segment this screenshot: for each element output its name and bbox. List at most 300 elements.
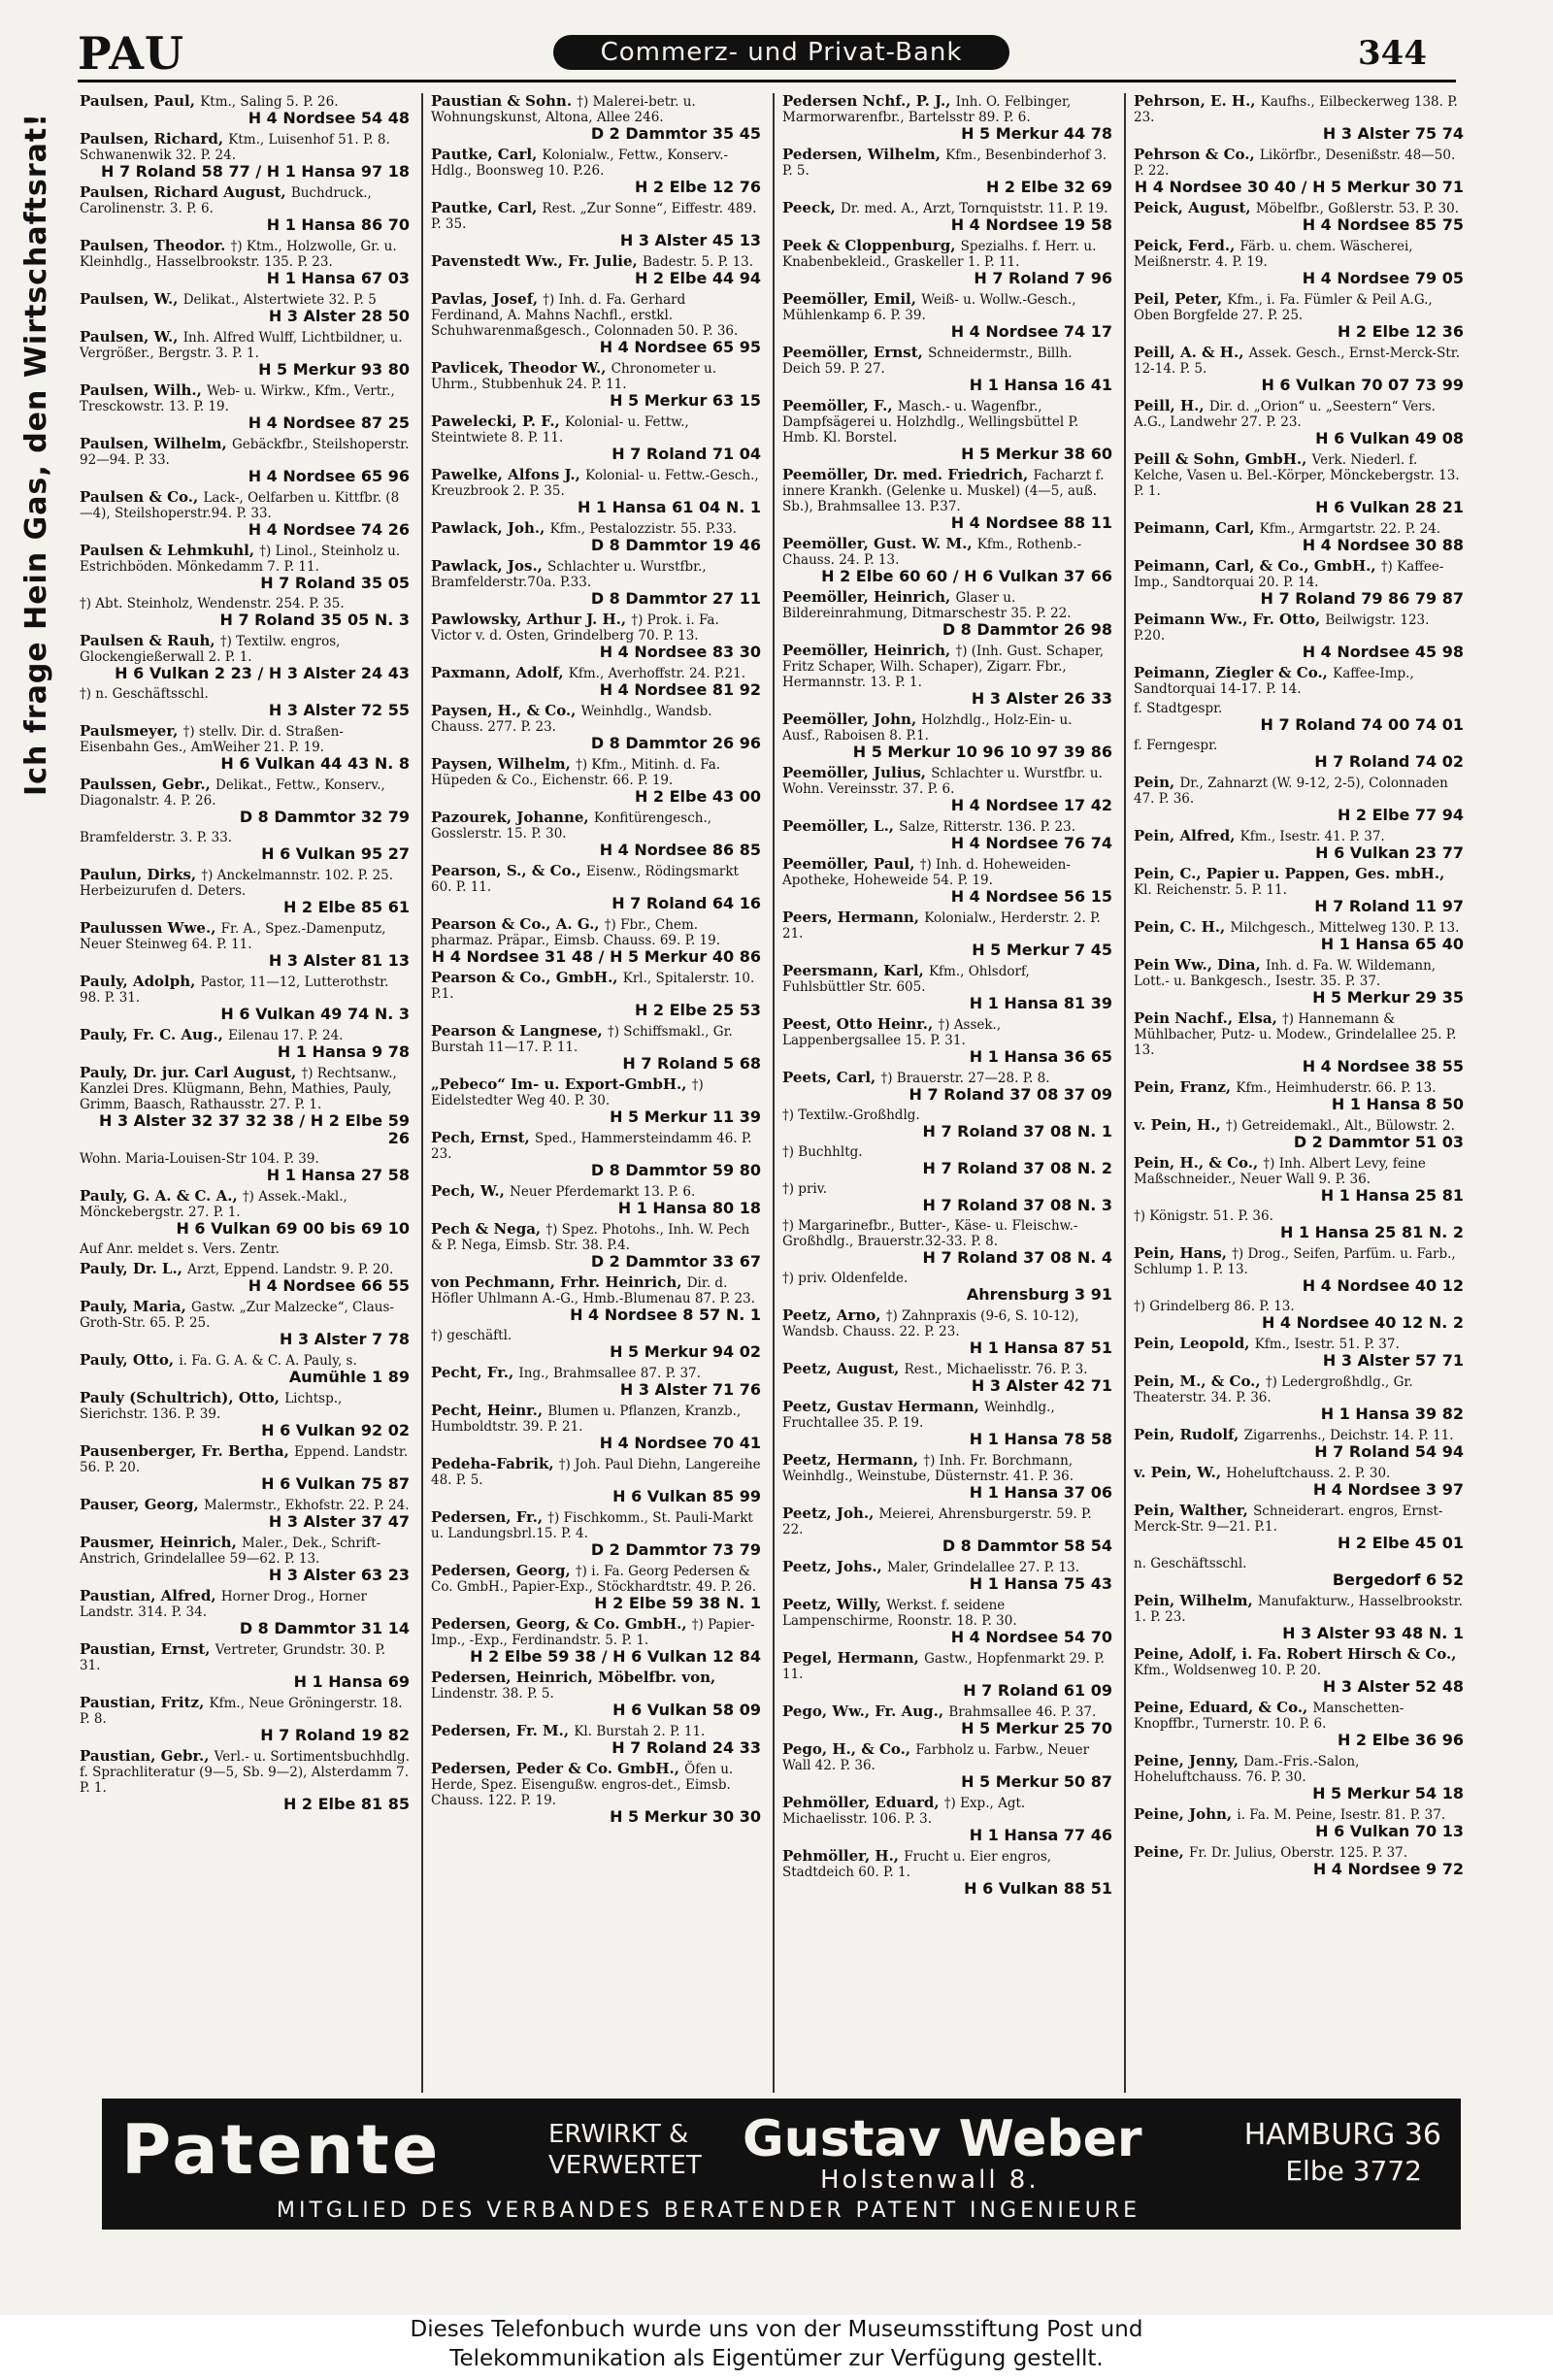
entry-phone: H 2 Elbe 85 61 — [282, 898, 410, 916]
entry-details: Lindenstr. 38. P. 5. — [431, 1686, 554, 1702]
directory-entry — [782, 711, 1112, 761]
entry-details: Eppend. Landstr. 56. P. 20. — [80, 1444, 409, 1475]
directory-entry — [80, 1027, 410, 1061]
entry-name: Pawlowsky, Arthur J. H., — [431, 611, 632, 628]
entry-name: Pego, H., & Co., — [782, 1740, 916, 1758]
directory-entry — [1134, 738, 1464, 771]
entry-name: Paulsen, Wilh., — [80, 381, 208, 399]
entry-name: Pearson & Co., GmbH., — [431, 969, 623, 986]
directory-entry — [782, 765, 1112, 814]
entry-name: Peil, Peter, — [1134, 290, 1228, 308]
entry-phone: H 1 Hansa 16 41 — [969, 376, 1112, 394]
entry-name: Peill, A. & H., — [1134, 344, 1249, 361]
entry-details: Eilenau 17. P. 24. — [228, 1028, 344, 1043]
directory-entry — [1134, 701, 1464, 734]
entry-name: Peers, Hermann, — [782, 909, 925, 926]
entry-name: Pavlicek, Theodor W., — [431, 359, 611, 377]
directory-entry — [782, 589, 1112, 639]
entry-name: Pavenstedt Ww., Fr. Julie, — [431, 252, 643, 270]
entry-phone: D 2 Dammtor 33 67 — [590, 1252, 761, 1271]
directory-entry — [782, 1307, 1112, 1357]
entry-name: Paysen, Wilhelm, — [431, 755, 577, 773]
directory-entry — [431, 467, 761, 516]
directory-entry — [782, 1650, 1112, 1700]
entry-details: Wohn. Maria-Louisen-Str 104. P. 39. — [80, 1151, 319, 1167]
entry-details: Milchgesch., Mittelweg 130. P. 13. — [1230, 920, 1460, 936]
directory-entry — [1134, 828, 1464, 862]
entry-details: Kfm., Neue Gröningerstr. 18. P. 8. — [80, 1696, 403, 1727]
directory-entry — [80, 686, 410, 719]
entry-details: Maler, Grindelallee 27. P. 13. — [886, 1560, 1080, 1575]
entry-phone: H 7 Roland 74 02 — [1314, 752, 1464, 771]
directory-entry — [1134, 1299, 1464, 1332]
directory-entry — [431, 1669, 761, 1719]
entry-name: Pauly (Schultrich), Otto, — [80, 1389, 285, 1406]
entry-name: Pein, Rudolf, — [1134, 1426, 1244, 1443]
entry-details: †) Joh. Paul Diehn, Langereihe 48. P. 5. — [431, 1457, 761, 1488]
entry-details: †) Schiffsmakl., Gr. Burstah 11—17. P. 11. — [431, 1024, 733, 1055]
directory-entry — [782, 291, 1112, 341]
entry-phone: H 5 Merkur 29 35 — [1312, 988, 1464, 1007]
directory-entry — [782, 909, 1112, 959]
entry-details: Bramfelderstr. 3. P. 33. — [80, 830, 233, 845]
entry-phone: H 1 Hansa 61 04 N. 1 — [578, 498, 761, 516]
entry-details: †) priv. Oldenfelde. — [782, 1271, 909, 1286]
entry-phone: H 5 Merkur 10 96 10 97 39 86 — [852, 743, 1112, 761]
directory-entry — [80, 543, 410, 592]
entry-phone: H 3 Alster 93 48 N. 1 — [1282, 1624, 1464, 1642]
directory-entry — [431, 1616, 761, 1666]
entry-phone: H 4 Nordsee 38 55 — [1302, 1057, 1464, 1075]
entry-name: Pein, Wilhelm, — [1134, 1592, 1258, 1609]
entry-name: Peimann, Ziegler & Co., — [1134, 664, 1334, 681]
entry-details: Facharzt f. innere Krankh. (Gelenke u. Muskel) (4—5, auß. Sb.), Brahmsallee 13. P.37. — [782, 468, 1105, 514]
entry-name: v. Pein, W., — [1134, 1464, 1227, 1481]
entry-details: †) Kfm., Mitinh. d. Fa. Hüpeden & Co., Eichenstr. 66. P. 19. — [431, 757, 721, 788]
directory-entry — [431, 558, 761, 608]
entry-name: Pedeha-Fabrik, — [431, 1455, 559, 1472]
entry-phone: H 6 Vulkan 75 87 — [261, 1474, 410, 1493]
entry-details: †) Fischkomm., St. Pauli-Markt u. Landungsbrl.15. P. 4. — [431, 1510, 753, 1541]
entry-phone: H 1 Hansa 75 43 — [969, 1574, 1112, 1593]
directory-entry — [431, 703, 761, 752]
entry-phone: H 2 Elbe 59 38 N. 1 — [594, 1594, 761, 1612]
entry-name: Pehrson, E. H., — [1134, 93, 1261, 110]
entry-phone: H 7 Roland 71 04 — [611, 445, 761, 463]
entry-details: †) Textilw.-Großhdlg. — [782, 1107, 920, 1123]
directory-entry — [782, 1271, 1112, 1304]
entry-name: Pego, Ww., Fr. Aug., — [782, 1702, 949, 1720]
entry-phone: H 7 Roland 11 97 — [1314, 897, 1464, 915]
directory-entry — [1134, 520, 1464, 554]
entry-details: Kfm., Pestalozzistr. 55. P.33. — [549, 521, 737, 537]
directory-entry — [1134, 1427, 1464, 1461]
entry-details: Farbholz u. Farbw., Neuer Wall 42. P. 36. — [782, 1742, 1090, 1773]
entry-phone: D 2 Dammtor 73 79 — [590, 1540, 761, 1559]
entry-phone: H 3 Alster 81 13 — [268, 951, 410, 970]
entry-name: Pauly, Otto, — [80, 1351, 180, 1369]
directory-entry — [80, 1390, 410, 1439]
entry-phone: H 5 Merkur 93 80 — [258, 360, 410, 379]
entry-phone: H 6 Vulkan 44 43 N. 8 — [220, 754, 410, 773]
entry-name: Paulsen & Co., — [80, 488, 204, 506]
entry-details: Inh. Alfred Wulff, Lichtbildner, u. Vergrößer., Bergstr. 3. P. 1. — [80, 330, 403, 361]
directory-entry — [431, 863, 761, 912]
entry-details: Arzt, Eppend. Landstr. 9. P. 20. — [187, 1262, 394, 1277]
page-letters: PAU — [78, 27, 185, 80]
entry-details: †) (Inh. Gust. Schaper, Fritz Schaper, Wilh. Schaper), Zigarr. Fbr., Hermannstr. 13. P. 1. — [782, 644, 1105, 690]
entry-name: Pedersen, Fr., — [431, 1508, 548, 1526]
entry-name: Peetz, August, — [782, 1360, 905, 1377]
entry-phone: H 2 Elbe 12 36 — [1337, 322, 1464, 341]
entry-name: Peets, Carl, — [782, 1069, 881, 1086]
directory-entry — [431, 200, 761, 249]
directory-entry — [431, 1183, 761, 1217]
directory-entry — [431, 916, 761, 966]
entry-details: Beilwigstr. 123. P.20. — [1134, 612, 1430, 644]
entry-name: Pedersen, Fr. M., — [431, 1722, 575, 1739]
entry-phone: H 2 Elbe 32 69 — [985, 178, 1112, 196]
entry-details: Delikat., Fettw., Konserv., Diagonalstr. 4. P. 26. — [80, 777, 385, 809]
entry-details: Meierei, Ahrensburgerstr. 59. P. 22. — [782, 1506, 1092, 1537]
entry-name: Pedersen, Peder & Co. GmbH., — [431, 1760, 685, 1777]
entry-details: †) Inh. Albert Levy, feine Maßschneider., Neuer Wall 9. P. 36. — [1134, 1156, 1426, 1187]
column-3 — [782, 93, 1112, 2093]
entry-phone: H 6 Vulkan 92 02 — [261, 1421, 410, 1439]
directory-entry — [1134, 1556, 1464, 1589]
entry-name: Paulsen, Richard, — [80, 130, 229, 148]
entry-details: Kfm., i. Fa. Fümler & Peil A.G., Oben Borgfelde 27. P. 25. — [1134, 292, 1433, 323]
directory-entry — [782, 1597, 1112, 1646]
entry-details: Ktm., Saling 5. P. 26. — [200, 94, 339, 110]
entry-phone: H 4 Nordsee 88 11 — [950, 513, 1112, 532]
entry-name: Peemöller, Paul, — [782, 855, 920, 873]
entry-name: Pawlack, Jos., — [431, 557, 548, 575]
entry-details: Kfm., Armgartstr. 22. P. 24. — [1259, 521, 1441, 537]
entry-name: Pausenberger, Fr. Bertha, — [80, 1442, 295, 1460]
entry-name: Pauly, Dr. L., — [80, 1260, 188, 1277]
entry-name: Pein, Walther, — [1134, 1502, 1254, 1519]
entry-details: Kaffee-Imp., Sandtorquai 14-17. P. 14. — [1134, 666, 1414, 697]
entry-phone: H 4 Nordsee 74 17 — [950, 322, 1112, 341]
entry-details: Kolonial- u. Fettw., Steintwiete 8. P. 11. — [431, 414, 689, 446]
entry-details: n. Geschäftsschl. — [1134, 1556, 1247, 1571]
entry-name: Peimann Ww., Fr. Otto, — [1134, 611, 1326, 628]
entry-phone: H 4 Nordsee 66 55 — [248, 1276, 410, 1295]
entry-phone: H 3 Alster 71 76 — [619, 1380, 761, 1399]
entry-phone: H 7 Roland 37 08 37 09 — [909, 1085, 1112, 1104]
entry-name: Pausmer, Heinrich, — [80, 1534, 243, 1551]
entry-details: Verl.- u. Sortimentsbuchhdlg. f. Sprachliteratur (9—5, Sb. 9—2), Alsterdamm 7. P. 1. — [80, 1749, 410, 1796]
directory-entry — [782, 467, 1112, 532]
entry-details: Schneiderart. engros, Ernst-Merck-Str. 9—21. P.1. — [1134, 1504, 1443, 1535]
directory-entry — [1134, 1155, 1464, 1205]
entry-name: Paulsen, Richard August, — [80, 183, 291, 201]
column-divider — [421, 93, 423, 2093]
directory-entry — [782, 1107, 1112, 1140]
entry-name: Pawelecki, P. F., — [431, 413, 566, 430]
entry-details: Kfm., Ohlsdorf, Fuhlsbüttler Str. 605. — [782, 964, 1030, 995]
directory-entry — [431, 1761, 761, 1826]
directory-entry — [782, 200, 1112, 234]
entry-details: Kl. Reichenstr. 5. P. 11. — [1134, 882, 1287, 898]
entry-details: Dr. med. A., Arzt, Tornquiststr. 11. P. 19. — [840, 201, 1108, 216]
entry-details: i. Fa. M. Peine, Isestr. 81. P. 37. — [1237, 1807, 1446, 1823]
entry-phone: H 5 Merkur 7 45 — [972, 941, 1112, 959]
entry-phone: H 7 Roland 37 08 N. 1 — [922, 1122, 1112, 1140]
entry-details: Weinhdlg., Wandsb. Chauss. 277. P. 23. — [431, 704, 712, 735]
entry-details: Hoheluftchauss. 2. P. 30. — [1226, 1466, 1391, 1481]
directory-entry — [1134, 1208, 1464, 1241]
entry-details: Manufakturw., Hasselbrookstr. 1. P. 23. — [1134, 1594, 1463, 1625]
entry-details: Ktm., Luisenhof 51. P. 8. Schwanenwik 32. P. 24. — [80, 132, 390, 163]
entry-details: f. Stadtgespr. — [1134, 701, 1223, 716]
entry-phone: H 6 Vulkan 95 27 — [261, 844, 410, 863]
entry-phone: H 4 Nordsee 56 15 — [950, 887, 1112, 906]
entry-details: Kl. Burstah 2. P. 11. — [574, 1724, 706, 1739]
entry-details: †) priv. — [782, 1181, 828, 1197]
entry-phone: H 4 Nordsee 83 30 — [599, 643, 761, 661]
entry-phone: H 1 Hansa 80 18 — [617, 1199, 761, 1217]
entry-phone: H 3 Alster 45 13 — [619, 231, 761, 249]
entry-details: †) Assek.-Makl., Mönckebergstr. 27. P. 1. — [80, 1189, 347, 1220]
entry-phone: H 3 Alster 52 48 — [1322, 1677, 1464, 1696]
entry-name: Pecht, Heinr., — [431, 1402, 548, 1419]
directory-entry — [431, 1130, 761, 1179]
directory-entry — [431, 810, 761, 859]
entry-phone: H 2 Elbe 81 85 — [282, 1795, 410, 1813]
entry-details: Inh. O. Felbinger, Marmorwarenfbr., Bartelsstr 89. P. 6. — [782, 94, 1072, 125]
directory-entry — [1134, 1010, 1464, 1075]
entry-details: †) Zahnpraxis (9-6, S. 10-12), Wandsb. Chauss. 22. P. 23. — [782, 1308, 1079, 1339]
entry-details: †) Malerei-betr. u. Wohnungskunst, Altona, Allee 246. — [431, 94, 696, 125]
entry-phone: H 4 Nordsee 74 26 — [248, 520, 410, 539]
entry-phone: H 4 Nordsee 79 05 — [1302, 269, 1464, 287]
entry-phone: H 1 Hansa 67 03 — [266, 269, 410, 287]
entry-details: Krl., Spitalerstr. 10. P.1. — [431, 971, 755, 1002]
entry-phone: H 6 Vulkan 49 74 N. 3 — [220, 1005, 410, 1023]
entry-phone: H 7 Roland 37 08 N. 3 — [922, 1196, 1112, 1214]
entry-name: Peimann, Carl, & Co., GmbH., — [1134, 557, 1381, 575]
entry-details: †) Assek., Lappenbergsallee 15. P. 31. — [782, 1017, 1002, 1048]
footer-line-1: Dieses Telefonbuch wurde uns von der Museumsstiftung Post und — [410, 2317, 1143, 2342]
entry-details: †) Eidelstedter Weg 40. P. 30. — [431, 1077, 704, 1108]
entry-details: †) Ledergroßhdlg., Gr. Theaterstr. 34. P. 36. — [1134, 1374, 1413, 1405]
directory-entry — [80, 131, 410, 181]
entry-phone: H 3 Alster 37 47 — [268, 1512, 410, 1531]
directory-entry — [431, 1221, 761, 1271]
entry-name: Pedersen, Georg, & Co. GmbH., — [431, 1615, 692, 1633]
entry-name: Pein, Leopold, — [1134, 1335, 1255, 1352]
entry-details: †) Drog., Seifen, Parfüm. u. Farb., Schlump 1. P. 13. — [1134, 1246, 1456, 1277]
directory-entry — [431, 970, 761, 1019]
entry-details: Kolonialw., Fettw., Konserv.-Hdlg., Boonsweg 10. P.26. — [431, 148, 729, 179]
entry-name: Paulussen Wwe., — [80, 919, 221, 937]
entry-details: Inh. d. Fa. W. Wildemann, Lott.- u. Bankgesch., Isestr. 35. P. 37. — [1134, 958, 1437, 989]
directory-entry — [80, 867, 410, 916]
directory-entry — [1134, 1373, 1464, 1423]
entry-details: Eisenw., Rödingsmarkt 60. P. 11. — [431, 864, 739, 895]
directory-entry — [431, 1274, 761, 1324]
entry-phone: D 8 Dammtor 59 80 — [590, 1161, 761, 1179]
directory-entry — [1134, 1079, 1464, 1113]
directory-entry — [431, 253, 761, 287]
directory-entry — [1134, 919, 1464, 953]
entry-details: †) stellv. Dir. d. Straßen-Eisenbahn Ges., AmWeiher 21. P. 19. — [80, 724, 344, 755]
entry-phone: H 7 Roland 35 05 N. 3 — [219, 611, 410, 629]
directory-entry — [80, 382, 410, 432]
directory-entry — [782, 1181, 1112, 1214]
entry-phone: H 4 Nordsee 86 85 — [599, 841, 761, 859]
entry-details: Gastw. „Zur Malzecke“, Claus-Groth-Str. 65. P. 25. — [80, 1300, 394, 1331]
entry-details: Vertreter, Grundstr. 30. P. 31. — [80, 1642, 386, 1673]
directory-entry — [80, 329, 410, 379]
entry-phone: H 4 Nordsee 30 88 — [1302, 536, 1464, 554]
directory-entry — [1134, 957, 1464, 1007]
banner-membership: MITGLIED DES VERBANDES BERATENDER PATENT INGENIEURE — [277, 2198, 1141, 2223]
entry-name: Pauly, Maria, — [80, 1298, 192, 1315]
entry-details: Weinhdlg., Fruchtallee 35. P. 19. — [782, 1400, 1055, 1431]
directory-entry — [782, 1144, 1112, 1177]
directory-entry — [80, 920, 410, 970]
directory-entry — [80, 596, 410, 629]
entry-phone: H 3 Alster 7 78 — [280, 1330, 410, 1348]
directory-entry — [431, 665, 761, 699]
directory-entry — [80, 777, 410, 826]
entry-name: Paulsen & Rauh, — [80, 632, 220, 649]
entry-phone: H 2 Elbe 60 60 / H 6 Vulkan 37 66 — [821, 567, 1112, 585]
entry-details: Holzhdlg., Holz-Ein- u. Ausf., Raboisen 8. P.1. — [782, 712, 1073, 744]
directory-entry — [1134, 147, 1464, 196]
entry-name: Pein, Alfred, — [1134, 827, 1240, 844]
entry-details: †) Inh. d. Hoheweiden-Apotheke, Hoheweide 54. P. 19. — [782, 857, 1071, 888]
directory-entry — [80, 1241, 410, 1257]
entry-phone: H 5 Merkur 38 60 — [961, 445, 1112, 463]
directory-entry — [1134, 1117, 1464, 1151]
directory-entry — [431, 1328, 761, 1361]
directory-entry — [431, 612, 761, 661]
directory-entry — [80, 1443, 410, 1493]
column-divider — [1124, 93, 1126, 2093]
entry-phone: H 6 Vulkan 23 77 — [1315, 843, 1464, 862]
directory-entry — [1134, 1245, 1464, 1295]
entry-name: Pedersen, Wilhelm, — [782, 146, 946, 163]
entry-name: Pein, Hans, — [1134, 1244, 1233, 1262]
entry-name: Peetz, Johs., — [782, 1558, 887, 1575]
entry-name: Peetz, Arno, — [782, 1306, 886, 1324]
entry-name: Pautke, Carl, — [431, 146, 543, 163]
entry-name: Pawlack, Joh., — [431, 519, 550, 537]
entry-phone: H 5 Merkur 54 18 — [1312, 1784, 1464, 1802]
directory-entry — [782, 93, 1112, 143]
entry-phone: H 2 Elbe 12 76 — [634, 178, 761, 196]
banner-title: Patente — [121, 2110, 442, 2190]
entry-name: Peetz, Willy, — [782, 1596, 887, 1613]
directory-entry — [1134, 1593, 1464, 1642]
entry-phone: H 1 Hansa 27 58 — [266, 1166, 410, 1184]
directory-entry — [1134, 1700, 1464, 1749]
entry-phone: H 2 Elbe 36 96 — [1337, 1731, 1464, 1749]
column-1 — [80, 93, 410, 2093]
entry-name: Peemöller, John, — [782, 711, 922, 728]
entry-phone: D 2 Dammtor 51 03 — [1293, 1133, 1464, 1151]
entry-details: Öfen u. Herde, Spez. Eisengußw. engros-det., Eimsb. Chauss. 122. P. 19. — [431, 1762, 734, 1808]
directory-entry — [1134, 866, 1464, 915]
directory-entry — [80, 238, 410, 287]
entry-details: Kfm., Averhoffstr. 24. P.21. — [568, 666, 746, 681]
entry-details: Schlachter u. Wurstfbr. u. Wohn. Vereinsstr. 37. P. 6. — [782, 766, 1103, 797]
entry-name: Pein, M., & Co., — [1134, 1372, 1266, 1390]
entry-name: Peine, Eduard, & Co., — [1134, 1699, 1313, 1716]
entry-phone: H 4 Nordsee 17 42 — [950, 796, 1112, 814]
entry-details: Färb. u. chem. Wäscherei, Meißnerstr. 4. P. 19. — [1134, 239, 1413, 270]
entry-phone: H 2 Elbe 77 94 — [1337, 806, 1464, 824]
entry-phone: H 1 Hansa 37 06 — [969, 1483, 1112, 1502]
entry-phone: H 7 Roland 58 77 / H 1 Hansa 97 18 — [101, 162, 410, 181]
entry-details: Kfm., Heimhuderstr. 66. P. 13. — [1236, 1080, 1437, 1096]
entry-phone: H 5 Merkur 94 02 — [610, 1342, 761, 1361]
entry-name: Peest, Otto Heinr., — [782, 1015, 939, 1033]
entry-details: †) Hannemann & Mühlbacher, Putz- u. Modew., Grindelallee 25. P. 13. — [1134, 1011, 1457, 1058]
entry-name: Pein Ww., Dina, — [1134, 956, 1266, 974]
directory-entry — [782, 1016, 1112, 1066]
entry-phone: H 7 Roland 61 09 — [963, 1681, 1112, 1700]
directory-entry — [1134, 1753, 1464, 1802]
entry-phone: H 6 Vulkan 69 00 bis 69 10 — [176, 1219, 410, 1238]
directory-entry — [782, 1559, 1112, 1593]
entry-phone: H 1 Hansa 87 51 — [969, 1339, 1112, 1357]
entry-details: †) Papier-Imp., -Exp., Ferdinandstr. 5. P. 1. — [431, 1617, 755, 1648]
entry-name: Pein Nachf., Elsa, — [1134, 1009, 1283, 1027]
entry-name: Peetz, Hermann, — [782, 1451, 924, 1469]
entry-phone: H 1 Hansa 69 — [293, 1672, 410, 1691]
directory-entry — [80, 1188, 410, 1238]
entry-name: Pearson, S., & Co., — [431, 862, 586, 879]
entry-phone: H 3 Alster 42 71 — [971, 1376, 1112, 1395]
directory-entry — [80, 1497, 410, 1531]
entry-details: †) Brauerstr. 27—28. P. 8. — [880, 1071, 1050, 1086]
entry-phone: H 4 Nordsee 85 75 — [1302, 215, 1464, 234]
entry-phone: H 2 Elbe 43 00 — [634, 787, 761, 806]
entry-details: Maler., Dek., Schrift-Anstrich, Grindelallee 59—62. P. 13. — [80, 1536, 381, 1567]
directory-entry — [782, 1361, 1112, 1395]
banner-city: HAMBURG 36 — [1243, 2118, 1441, 2152]
entry-name: Paulsmeyer, — [80, 722, 183, 740]
entry-name: Pautke, Carl, — [431, 199, 543, 216]
directory-entry — [80, 830, 410, 863]
directory-entry — [1134, 775, 1464, 824]
directory-entry — [782, 1505, 1112, 1555]
entry-name: Peemöller, F., — [782, 397, 898, 414]
entry-details: Spezialhs. f. Herr. u. Knabenbekleid., Graskeller 1. P. 11. — [782, 239, 1097, 270]
entry-details: †) geschäftl. — [431, 1328, 512, 1343]
entry-details: Gebäckfbr., Steilshoperstr. 92—94. P. 33. — [80, 437, 410, 468]
entry-phone: H 2 Elbe 45 01 — [1337, 1534, 1464, 1552]
entry-details: Pastor, 11—12, Lutterothstr. 98. P. 31. — [80, 975, 389, 1006]
entry-details: Dir. d. „Orion“ u. „Seestern“ Vers. A.G., Landwehr 27. P. 23. — [1134, 399, 1436, 430]
directory-entry — [1134, 1465, 1464, 1499]
entry-name: Pein, Franz, — [1134, 1078, 1237, 1096]
entry-name: Peimann, Carl, — [1134, 519, 1260, 537]
entry-phone: H 4 Nordsee 87 25 — [248, 413, 410, 432]
entry-details: Dr., Zahnarzt (W. 9-12, 2-5), Colonnaden 47. P. 36. — [1134, 776, 1448, 807]
directory-entry — [1134, 1646, 1464, 1696]
entry-phone: H 1 Hansa 78 58 — [969, 1430, 1112, 1448]
entry-phone: Bergedorf 6 52 — [1332, 1570, 1464, 1589]
entry-details: Masch.- u. Wagenfbr., Dampfsägerei u. Holzhdlg., Wellingsbüttel P. Hmb. Kl. Borstel. — [782, 399, 1079, 446]
directory-entry — [431, 147, 761, 196]
entry-details: Malermstr., Ekhofstr. 22. P. 24. — [203, 1498, 410, 1513]
